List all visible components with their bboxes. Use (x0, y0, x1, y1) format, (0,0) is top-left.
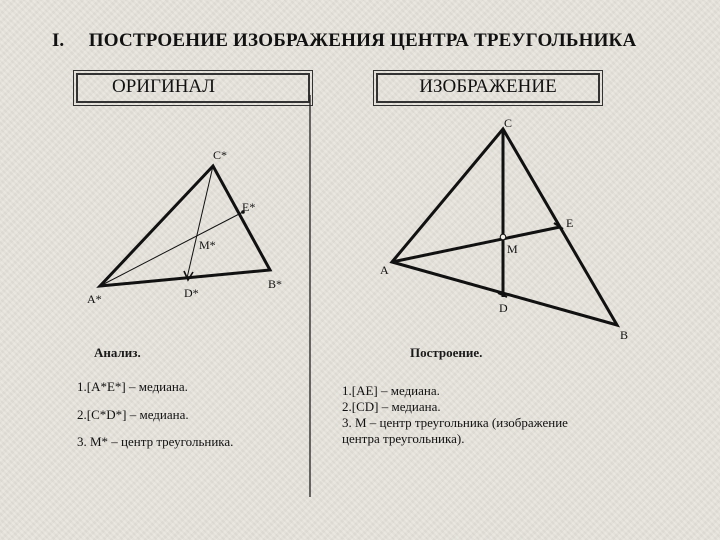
label-m-original: M* (199, 238, 216, 252)
label-a-image: A (380, 263, 389, 277)
label-m-image: M (507, 242, 518, 256)
label-a-original: A* (87, 292, 102, 306)
analysis-heading: Анализ. (94, 345, 141, 360)
label-c-original: C* (213, 148, 228, 162)
analysis-item-3: 3. M* – центр треугольника. (77, 434, 234, 449)
construction-item-3: 3. M – центр треугольника (изображение (342, 415, 568, 430)
section-title: ПОСТРОЕНИЕ ИЗОБРАЖЕНИЯ ЦЕНТРА ТРЕУГОЛЬНИКА (88, 30, 637, 51)
original-triangle (100, 166, 270, 286)
label-b-image: B (620, 328, 629, 342)
label-e-image: E (566, 216, 574, 230)
analysis-item-1: 1.[A*E*] – медиана. (77, 379, 188, 394)
image-label: ИЗОБРАЖЕНИЕ (419, 76, 557, 97)
construction-item-2: 2.[CD] – медиана. (342, 399, 441, 414)
construction-heading: Построение. (410, 345, 483, 360)
original-triangle-figure (100, 166, 270, 286)
label-c-image: C (504, 116, 513, 130)
image-triangle-figure (392, 129, 617, 325)
label-e-original: E* (242, 200, 256, 214)
label-d-original: D* (184, 286, 199, 300)
construction-item-1: 1.[AE] – медиана. (342, 383, 440, 398)
label-d-image: D (499, 301, 508, 315)
section-number: I. (52, 30, 65, 51)
analysis-item-2: 2.[C*D*] – медиана. (77, 407, 189, 422)
label-b-original: B* (268, 277, 283, 291)
median-c-d-original (187, 166, 213, 278)
point-m-image (500, 234, 506, 240)
construction-item-4: центра треугольника). (342, 431, 465, 446)
original-label: ОРИГИНАЛ (112, 76, 216, 97)
